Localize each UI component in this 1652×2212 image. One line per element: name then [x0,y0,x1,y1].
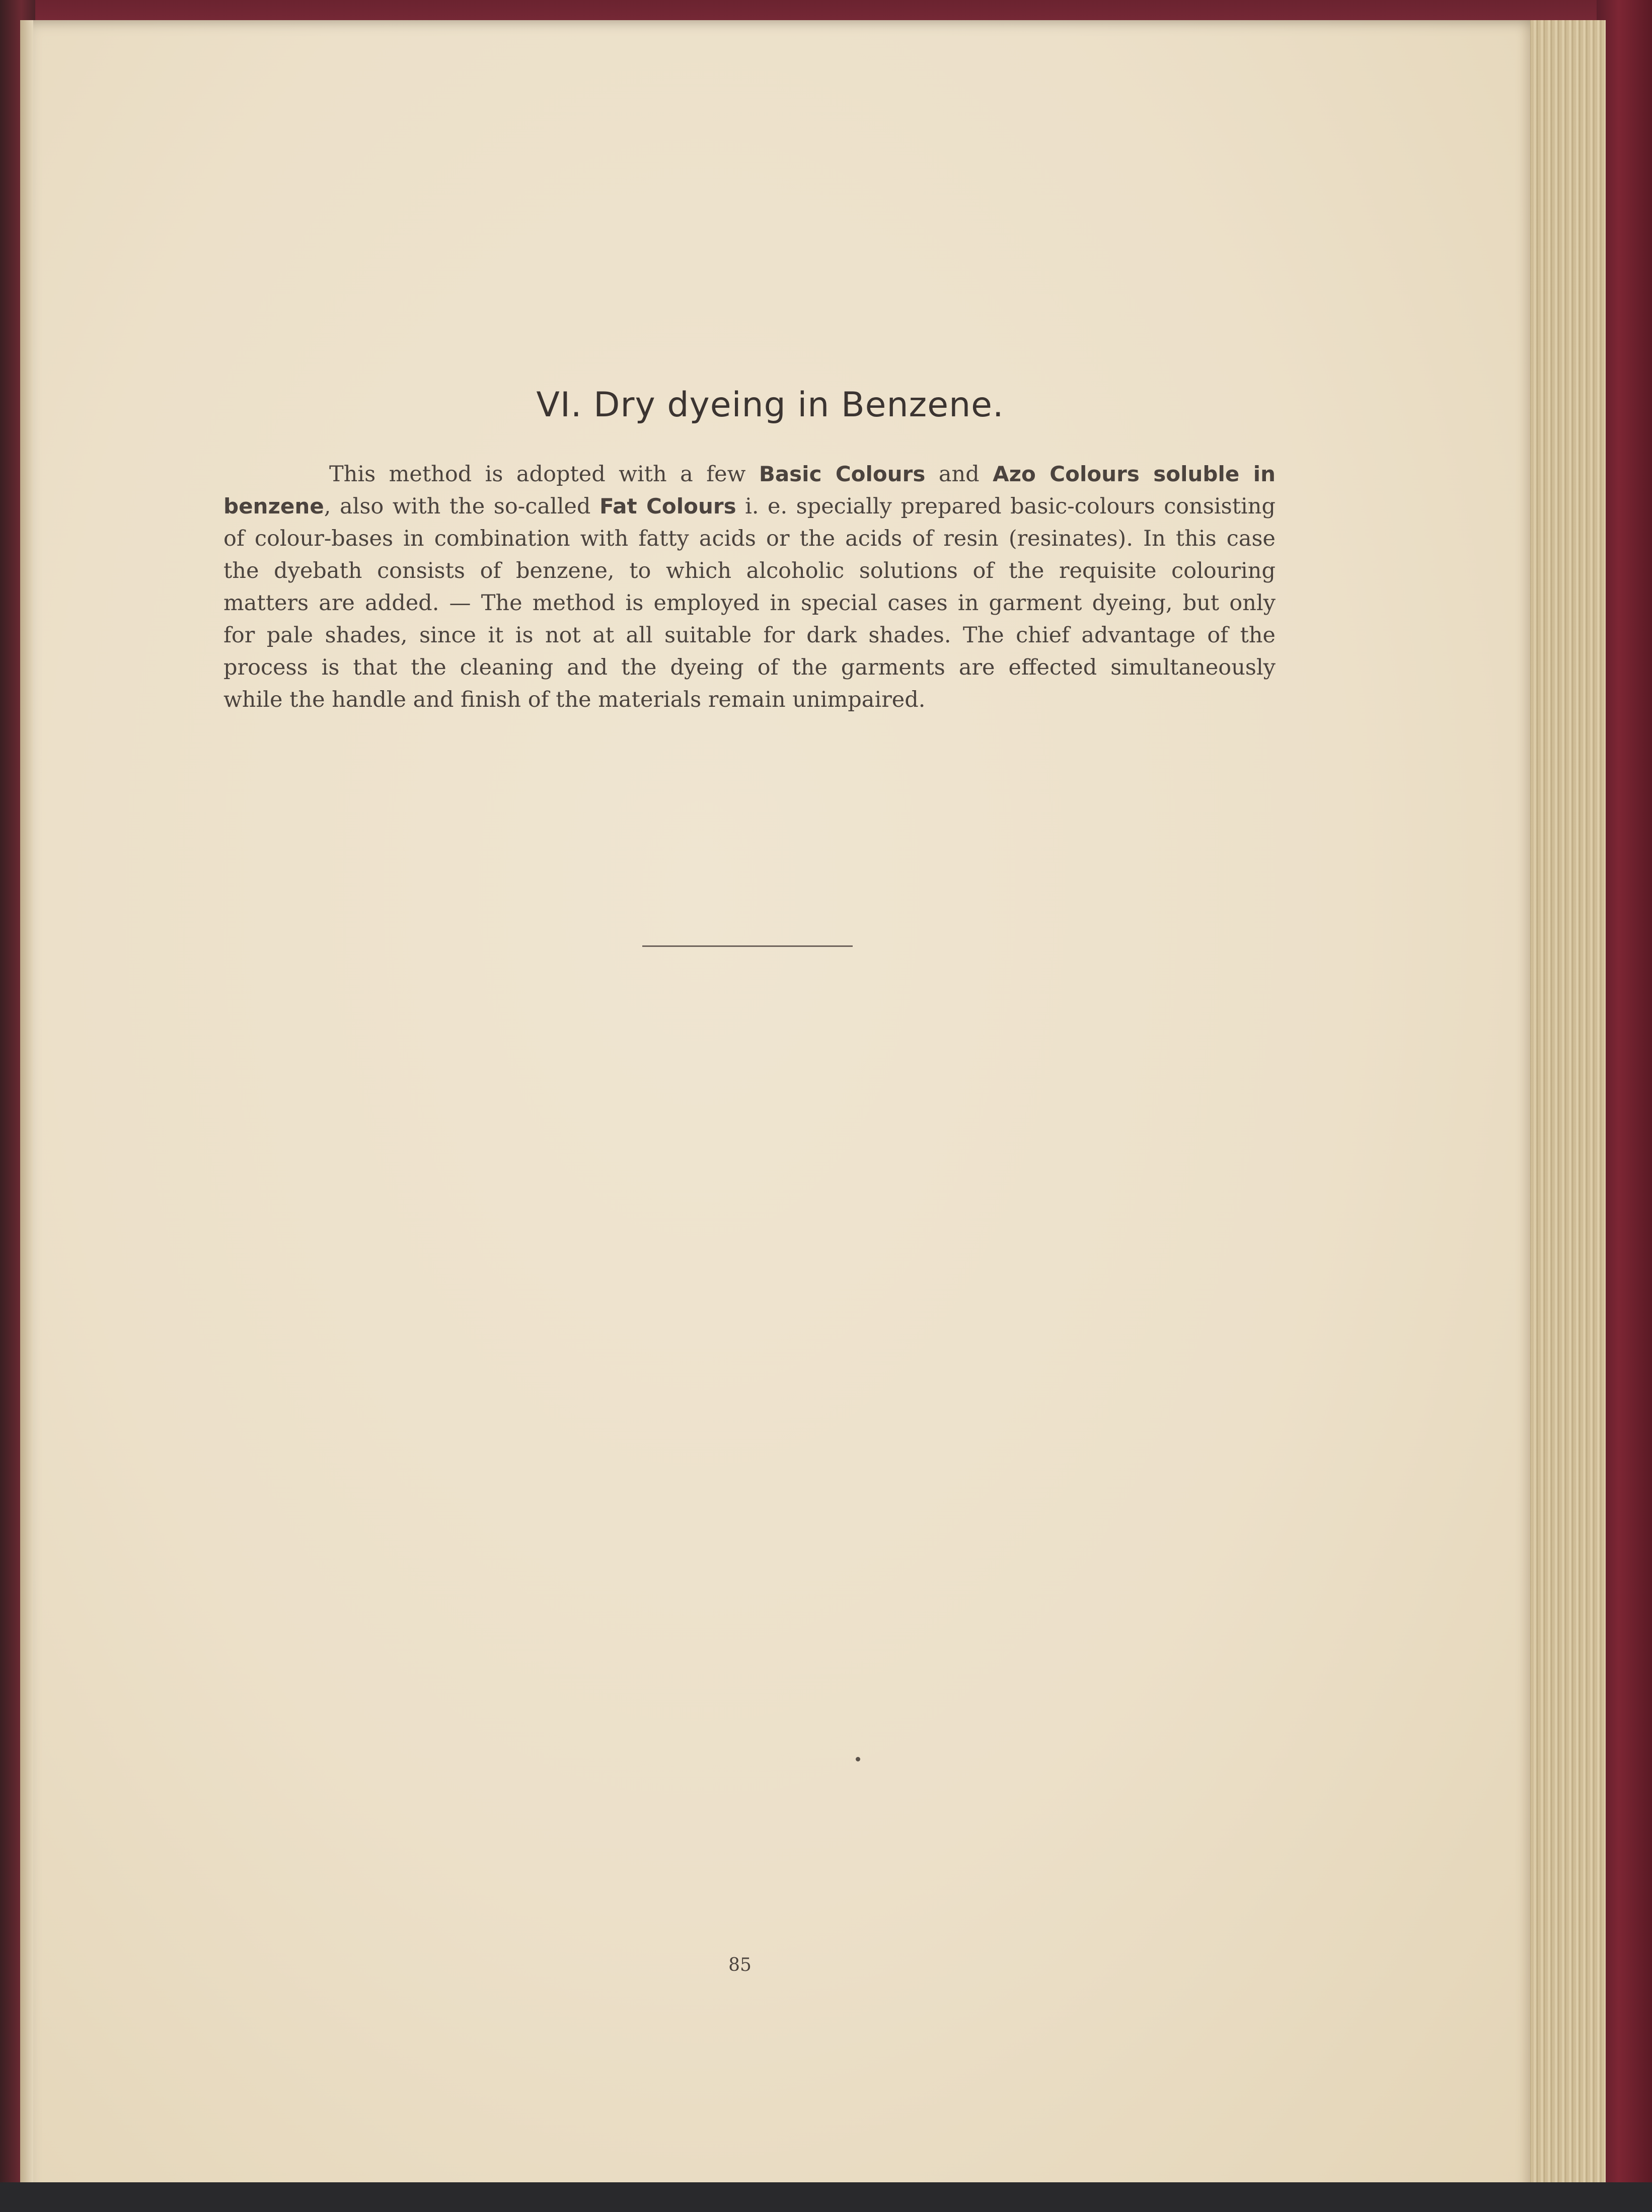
text-run: of colour-bases in combination with fatty acids or the acids of resin (resinates). In this case [223,526,1275,551]
text-run: for pale shades, since it is not at all suitable for dark shades. The chief advantage of the [223,623,1275,648]
text-run: while the handle and finish of the materials remain unimpaired. [223,687,926,712]
text-run: , also with the so-called [324,494,599,519]
paragraph-line [223,619,1275,651]
text-run: i. e. specially prepared basic-colours consisting [736,494,1275,519]
paragraph-line [223,651,1275,684]
body-paragraph [223,458,1275,716]
text-run: process is that the cleaning and the dyeing of the garments are effected simultaneously [223,655,1275,680]
text-run: and [925,462,993,487]
text-run: This method is adopted with a few [329,462,759,487]
section-heading: VI. Dry dyeing in Benzene. [536,385,1004,425]
section-divider-rule [642,945,853,947]
paper-speck [856,1757,860,1761]
scan-background [0,2182,1652,2212]
text-run: matters are added. — The method is employed in special cases in garment dyeing, but only [223,591,1275,616]
paragraph-line [223,523,1275,555]
page-gutter [20,20,33,2200]
bold-term: benzene [223,494,324,519]
bold-term: Azo Colours soluble in [993,462,1276,486]
paragraph-line [223,684,1275,716]
book-page [20,20,1530,2200]
paragraph-line [223,555,1275,587]
bold-term: Fat Colours [599,494,736,519]
paragraph-line [223,490,1275,523]
paragraph-line [223,458,1275,490]
page-number: 85 [728,1955,752,1975]
bold-term: Basic Colours [759,462,926,486]
text-run: the dyebath consists of benzene, to which alcoholic solutions of the requisite colouring [223,558,1275,583]
paragraph-line [223,587,1275,619]
